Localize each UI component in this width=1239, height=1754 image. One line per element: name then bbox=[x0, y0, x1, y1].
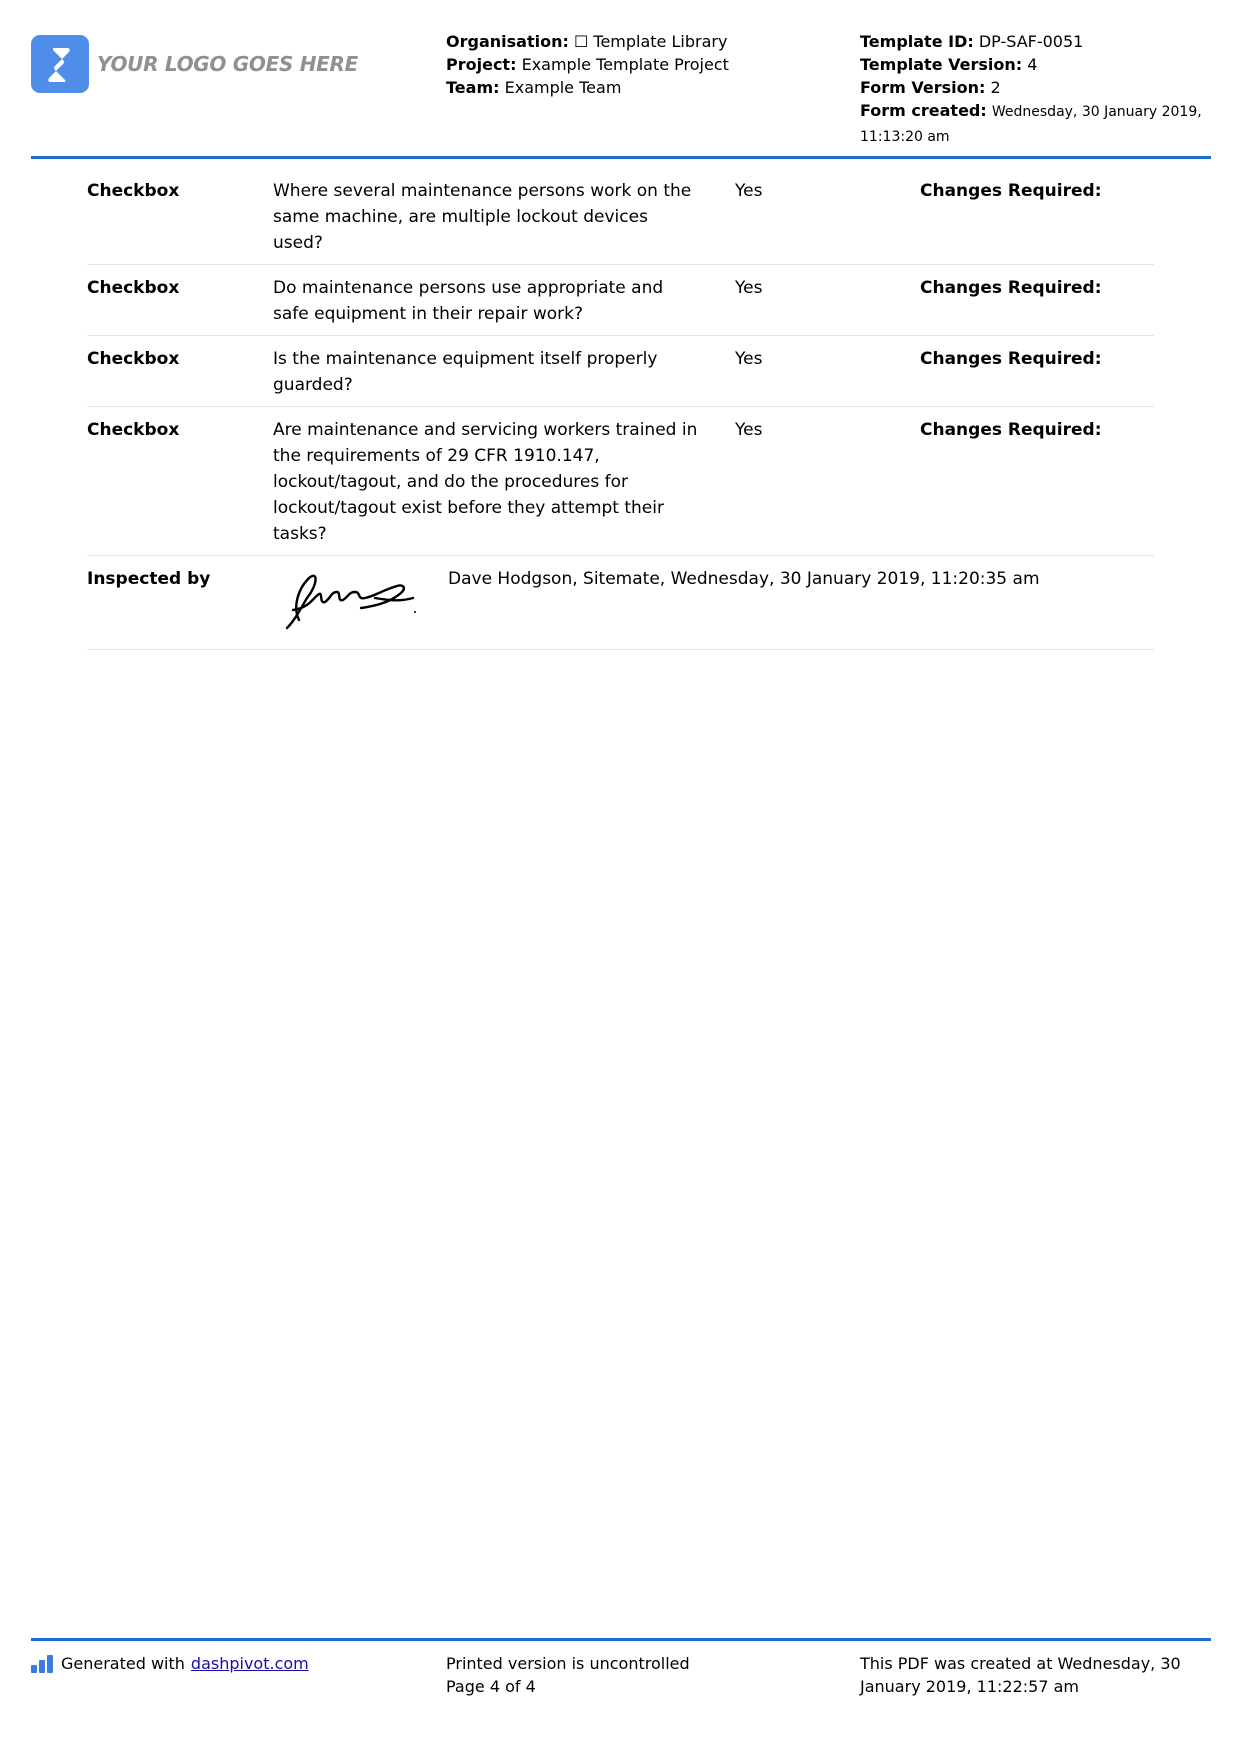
form-created-line bbox=[860, 99, 1220, 149]
team-label: Team: bbox=[446, 78, 500, 97]
team-value: Example Team bbox=[504, 78, 622, 97]
form-version-label: Form Version: bbox=[860, 78, 986, 97]
item-type: Checkbox bbox=[87, 349, 180, 369]
item-answer: Yes bbox=[735, 278, 763, 298]
item-changes-label: Changes Required: bbox=[920, 278, 1102, 298]
dashpivot-bars-icon bbox=[31, 1655, 53, 1673]
project-value: Example Template Project bbox=[521, 55, 729, 74]
print-notice bbox=[446, 1652, 690, 1698]
organisation-value: ☐ Template Library bbox=[573, 32, 728, 51]
template-id-value: DP-SAF-0051 bbox=[978, 32, 1084, 51]
project-line bbox=[446, 53, 729, 76]
template-id-label: Template ID: bbox=[860, 32, 974, 51]
item-changes-label: Changes Required: bbox=[920, 420, 1102, 440]
form-version-line bbox=[860, 76, 1220, 99]
item-answer: Yes bbox=[735, 349, 763, 369]
logo-mark-icon bbox=[31, 35, 89, 93]
form-version-value: 2 bbox=[990, 78, 1001, 97]
item-type: Checkbox bbox=[87, 278, 180, 298]
item-changes-label: Changes Required: bbox=[920, 349, 1102, 369]
project-meta bbox=[446, 30, 729, 99]
template-version-value: 4 bbox=[1027, 55, 1038, 74]
pdf-created-notice: This PDF was created at Wednesday, 30 January 2019, 11:22:57 am bbox=[860, 1654, 1181, 1696]
item-question: Is the maintenance equipment itself properly guarded? bbox=[273, 349, 658, 395]
item-question: Where several maintenance persons work on the same machine, are multiple lockout devices used? bbox=[273, 181, 692, 253]
item-answer: Yes bbox=[735, 181, 763, 201]
form-created-label: Form created: bbox=[860, 101, 987, 120]
checklist-row bbox=[87, 407, 1154, 556]
generated-text: Generated with bbox=[61, 1654, 185, 1673]
item-answer: Yes bbox=[735, 420, 763, 440]
inspection-row bbox=[87, 556, 1154, 650]
company-logo bbox=[31, 35, 358, 93]
generated-with bbox=[31, 1652, 309, 1675]
item-type: Checkbox bbox=[87, 420, 180, 440]
organisation-line bbox=[446, 30, 729, 53]
inspector-details: Dave Hodgson, Sitemate, Wednesday, 30 January 2019, 11:20:35 am bbox=[448, 569, 1040, 589]
template-meta bbox=[860, 30, 1220, 149]
project-label: Project: bbox=[446, 55, 517, 74]
uncontrolled-notice: Printed version is uncontrolled bbox=[446, 1654, 690, 1673]
checklist-row bbox=[87, 168, 1154, 265]
checklist-rows bbox=[87, 168, 1154, 650]
form-created-value: Wednesday, 30 January 2019, 11:13:20 am bbox=[860, 104, 1202, 145]
header-divider bbox=[31, 156, 1211, 159]
page-header bbox=[31, 30, 1211, 158]
template-version-label: Template Version: bbox=[860, 55, 1023, 74]
template-id-line bbox=[860, 30, 1220, 53]
checklist-row bbox=[87, 336, 1154, 407]
footer-divider bbox=[31, 1638, 1211, 1641]
dashpivot-link[interactable]: dashpivot.com bbox=[190, 1654, 309, 1673]
item-question: Are maintenance and servicing workers trained in the requirements of 29 CFR 1910.147, lockout/tagout, and do the procedures for lockout/tagout exist before they attempt their tasks? bbox=[273, 420, 698, 544]
signature-image bbox=[279, 568, 419, 642]
template-version-line bbox=[860, 53, 1220, 76]
item-question: Do maintenance persons use appropriate and safe equipment in their repair work? bbox=[273, 278, 664, 324]
item-type: Checkbox bbox=[87, 181, 180, 201]
logo-text: YOUR LOGO GOES HERE bbox=[97, 52, 358, 76]
checklist-row bbox=[87, 265, 1154, 336]
inspected-by-label: Inspected by bbox=[87, 569, 211, 589]
team-line bbox=[446, 76, 729, 99]
organisation-label: Organisation: bbox=[446, 32, 569, 51]
item-changes-label: Changes Required: bbox=[920, 181, 1102, 201]
page-number: Page 4 of 4 bbox=[446, 1677, 536, 1696]
